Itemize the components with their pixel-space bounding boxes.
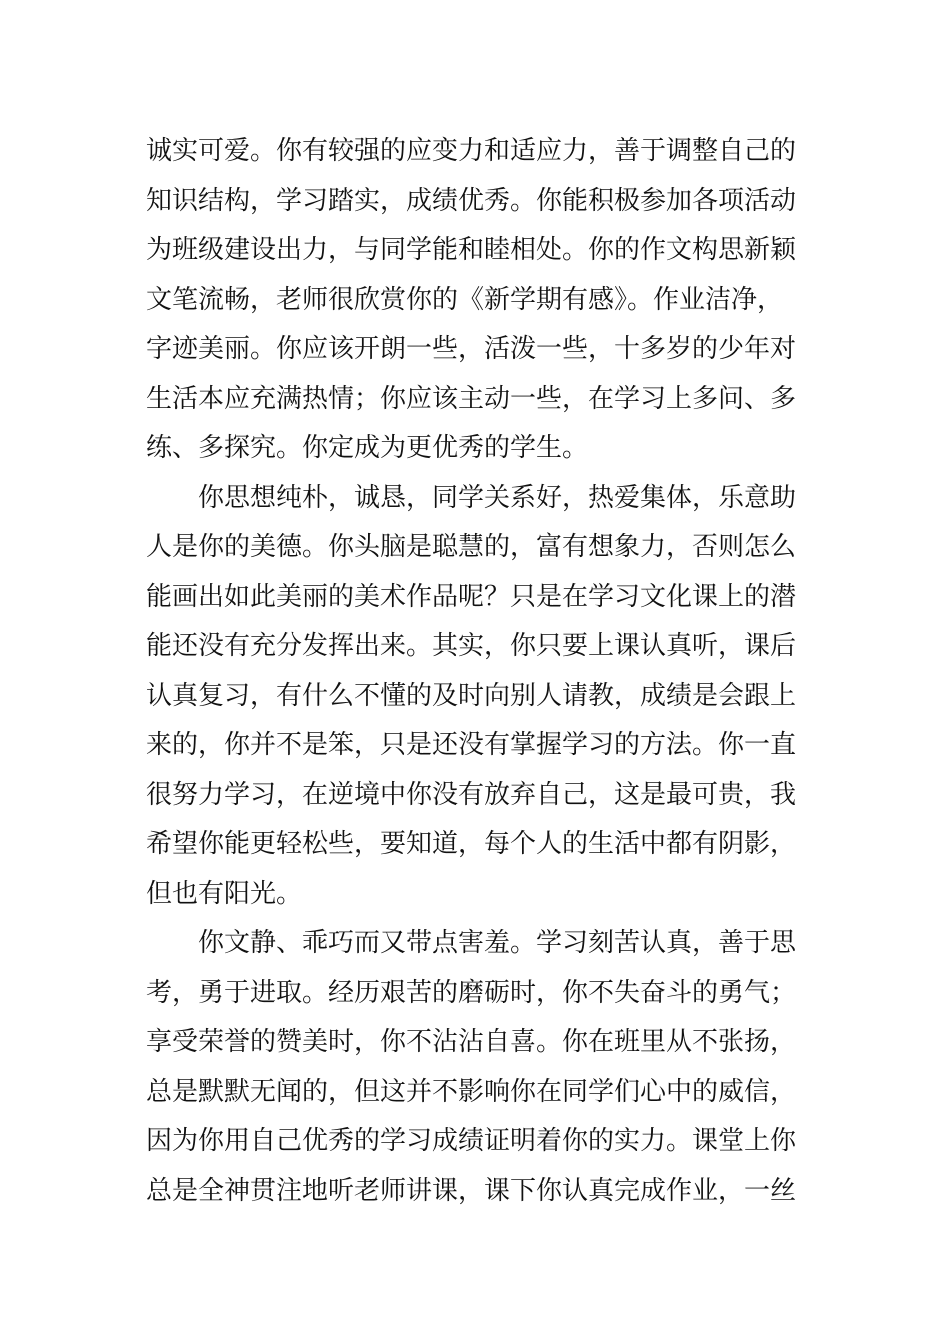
text-line: 生活本应充满热情；你应该主动一些，在学习上多问、多 (146, 383, 797, 414)
text-line: 诚实可爱。你有较强的应变力和适应力，善于调整自己的 (146, 136, 797, 166)
text-line: 知识结构，学习踏实，成绩优秀。你能积极参加各项活动 (146, 185, 797, 216)
text-line: 你文静、乖巧而又带点害羞。学习刻苦认真，善于思 (198, 928, 797, 958)
text-line: 很努力学习，在逆境中你没有放弃自己，这是最可贵，我 (146, 779, 797, 810)
text-line: 人是你的美德。你头脑是聪慧的，富有想象力，否则怎么 (146, 532, 797, 562)
text-line: 练、多探究。你定成为更优秀的学生。 (146, 433, 589, 463)
text-line: 认真复习，有什么不懂的及时向别人请教，成绩是会跟上 (146, 680, 797, 711)
text-line: 字迹美丽。你应该开朗一些，活泼一些，十多岁的少年对 (146, 334, 797, 364)
text-line: 为班级建设出力，与同学能和睦相处。你的作文构思新颖 (146, 235, 797, 265)
text-line: 能画出如此美丽的美术作品呢？只是在学习文化课上的潜 (146, 581, 797, 612)
text-line: 文笔流畅，老师很欣赏你的《新学期有感》。作业洁净， (146, 284, 784, 315)
text-line: 但也有阳光。 (146, 878, 303, 909)
paragraph-1 (146, 127, 816, 474)
text-line: 考，勇于进取。经历艰苦的磨砺时，你不失奋斗的勇气； (146, 977, 797, 1008)
text-line: 享受荣誉的赞美时，你不沾沾自喜。你在班里从不张扬， (146, 1027, 797, 1057)
text-line: 来的，你并不是笨，只是还没有掌握学习的方法。你一直 (146, 730, 797, 760)
text-line: 总是全神贯注地听老师讲课，课下你认真完成作业，一丝 (146, 1175, 797, 1206)
text-line: 你思想纯朴，诚恳，同学关系好，热爱集体，乐意助 (198, 482, 797, 513)
text-line: 因为你用自己优秀的学习成绩证明着你的实力。课堂上你 (146, 1126, 797, 1156)
paragraph-3 (146, 919, 816, 1216)
paragraph-2 (146, 474, 816, 920)
document-body (146, 127, 816, 1216)
text-line: 总是默默无闻的，但这并不影响你在同学们心中的威信， (146, 1076, 797, 1107)
text-line: 希望你能更轻松些，要知道，每个人的生活中都有阴影， (146, 829, 797, 859)
text-line: 能还没有充分发挥出来。其实，你只要上课认真听，课后 (146, 631, 797, 661)
